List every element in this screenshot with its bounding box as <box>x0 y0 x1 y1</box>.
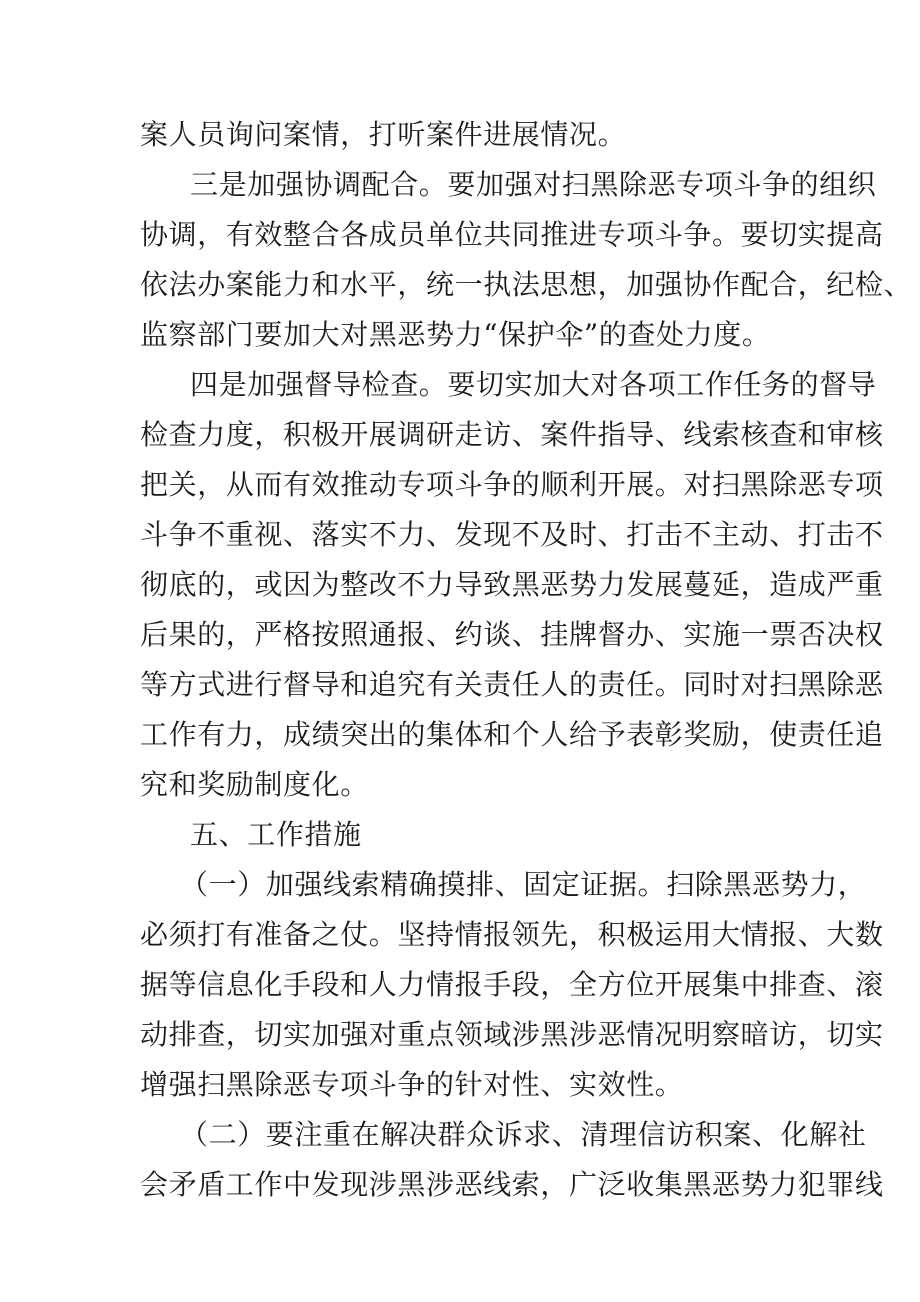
paragraph-coordination-start: 三是加强协调配合。要加强对扫黑除恶专项斗争的组织 <box>190 168 877 201</box>
text-line: 动排查，切实加强对重点领域涉黑涉恶情况明察暗访，切实 <box>140 1018 884 1051</box>
paragraph-supervision-start: 四是加强督导检查。要切实加大对各项工作任务的督导 <box>190 368 877 401</box>
text-line: 彻底的，或因为整改不力导致黑恶势力发展蔓延，造成严重 <box>140 568 884 601</box>
text-line: 后果的，严格按照通报、约谈、挂牌督办、实施一票否决权 <box>140 618 884 651</box>
text-line: 依法办案能力和水平，统一执法思想，加强协作配合，纪检、 <box>140 268 913 301</box>
text-line: 把关，从而有效推动专项斗争的顺利开展。对扫黑除恶专项 <box>140 468 884 501</box>
text-line: 工作有力，成绩突出的集体和个人给予表彰奖励，使责任追 <box>140 718 884 751</box>
text-line: 会矛盾工作中发现涉黑涉恶线索，广泛收集黑恶势力犯罪线 <box>140 1168 884 1201</box>
section-heading: 五、工作措施 <box>190 818 362 851</box>
text-line: 增强扫黑除恶专项斗争的针对性、实效性。 <box>140 1068 684 1101</box>
text-line: 案人员询问案情，打听案件进展情况。 <box>140 118 627 151</box>
text-line: 据等信息化手段和人力情报手段，全方位开展集中排查、滚 <box>140 968 884 1001</box>
text-line: 等方式进行督导和追究有关责任人的责任。同时对扫黑除恶 <box>140 668 884 701</box>
paragraph-measure-1-start: （一）加强线索精确摸排、固定证据。扫除黑恶势力， <box>180 868 867 901</box>
text-line: 检查力度，积极开展调研走访、案件指导、线索核查和审核 <box>140 418 884 451</box>
paragraph-measure-2-start: （二）要注重在解决群众诉求、清理信访积案、化解社 <box>180 1118 867 1151</box>
text-line: 协调，有效整合各成员单位共同推进专项斗争。要切实提高 <box>140 218 884 251</box>
text-line: 必须打有准备之仗。坚持情报领先，积极运用大情报、大数 <box>140 918 884 951</box>
text-line: 斗争不重视、落实不力、发现不及时、打击不主动、打击不 <box>140 518 884 551</box>
text-line: 究和奖励制度化。 <box>140 768 369 801</box>
text-line: 监察部门要加大对黑恶势力“保护伞”的查处力度。 <box>140 318 771 351</box>
